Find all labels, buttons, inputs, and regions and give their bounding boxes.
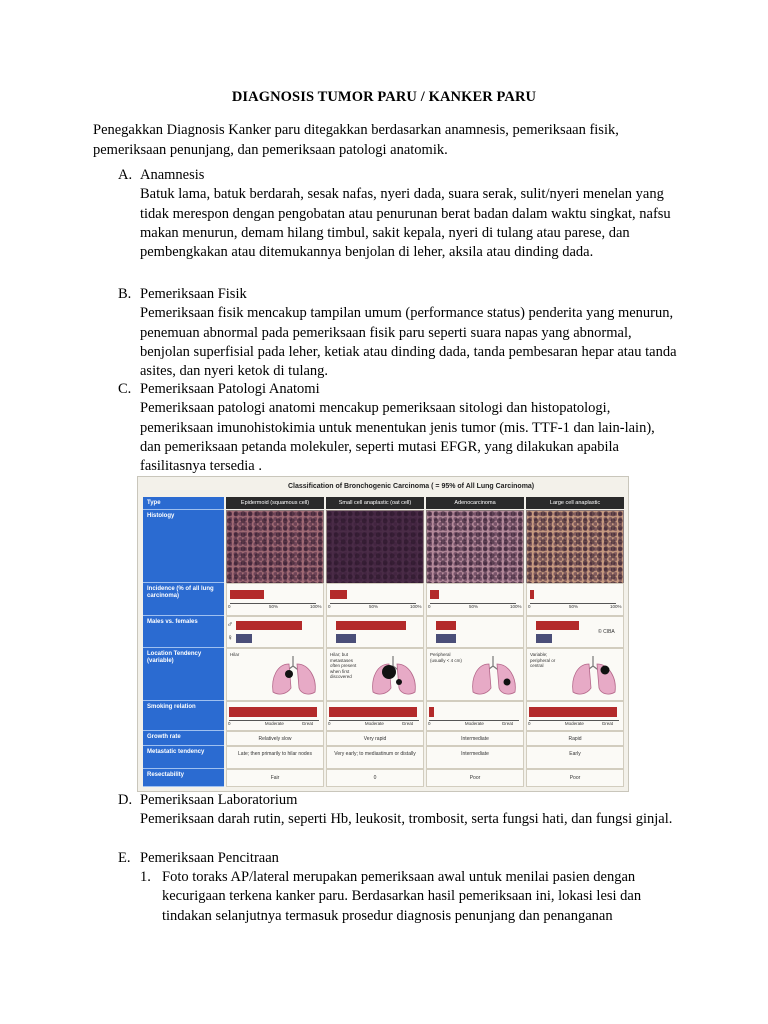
growth-text: Intermediate	[461, 736, 489, 742]
page-title: DIAGNOSIS TUMOR PARU / KANKER PARU	[231, 89, 537, 105]
metastatic-cell	[526, 746, 624, 769]
female-bar	[536, 634, 552, 643]
lung-diagram	[369, 652, 421, 700]
metastatic-cell	[226, 746, 324, 769]
resectability-cell	[426, 769, 524, 787]
female-symbol: ♀	[227, 633, 233, 642]
smoking-bar	[229, 707, 317, 717]
male-bar	[436, 621, 456, 630]
figure-title: Classification of Bronchogenic Carcinoma ( = 95% of All Lung Carcinoma)	[288, 483, 535, 490]
male-symbol: ♂	[227, 620, 233, 629]
incidence-tick: 100%	[510, 604, 522, 609]
incidence-cell	[426, 583, 524, 616]
section-heading: Pemeriksaan Patologi Anatomi	[140, 381, 320, 397]
row-label: Location Tendency (variable)	[143, 648, 224, 701]
smoking-tick: Moderate	[464, 721, 484, 726]
section-label: A.	[118, 167, 133, 183]
section-body: Batuk lama, batuk berdarah, sesak nafas, nyeri dada, suara serak, sulit/nyeri menelan yang tidak merespon dengan pengobatan atau penurunan berat badan dalam waktu singkat, nafsu makan menurun, demam hilang timbul, sakit kepala, nyeri di tulang atau parese, dan pembengkakan atau ditemukannya benjolan di leher, aksila atau dinding dada.	[140, 186, 671, 261]
column-type-header: Small cell anaplastic (oat cell)	[326, 497, 424, 509]
male-bar	[336, 621, 406, 630]
location-text: Hilar; but metastases often present when first discovered	[330, 652, 357, 679]
section-d	[118, 791, 678, 830]
incidence-tick: 100%	[410, 604, 422, 609]
incidence-tick: 50%	[569, 604, 579, 609]
growth-text: Relatively slow	[258, 736, 292, 742]
smoking-cell	[426, 701, 524, 731]
incidence-tick: 50%	[469, 604, 479, 609]
smoking-tick: Moderate	[564, 721, 584, 726]
female-bar	[436, 634, 456, 643]
row-label: Males vs. females	[143, 616, 224, 648]
section-b	[118, 285, 678, 381]
resectability-text: 0	[373, 775, 377, 781]
section-heading: Pemeriksaan Fisik	[140, 286, 247, 302]
male-bar	[236, 621, 302, 630]
incidence-tick: 50%	[269, 604, 279, 609]
row-label: Histology	[143, 510, 224, 583]
resectability-text: Poor	[569, 775, 581, 781]
row-label: Type	[143, 497, 224, 510]
section-label: B.	[118, 286, 132, 302]
metastatic-text: Intermediate	[461, 751, 489, 757]
subitem-label: 1.	[140, 869, 151, 885]
male-bar	[536, 621, 579, 630]
resectability-cell	[526, 769, 624, 787]
column-type-header: Large cell anaplastic	[526, 497, 624, 509]
female-bar	[336, 634, 356, 643]
section-a	[118, 166, 678, 262]
smoking-tick: 0	[428, 721, 431, 726]
section-body: Pemeriksaan fisik mencakup tampilan umum (performance status) penderita yang menurun, penemuan abnormal pada pemeriksaan fisik paru seperti suara napas yang abnormal, benjolan superfisial pada leher, ketiak atau dinding dada, tanda pembesaran hepar atau tanda asites, dan nyeri ketok di tulang.	[140, 305, 677, 380]
section-heading: Pemeriksaan Laboratorium	[140, 792, 298, 808]
growth-cell	[426, 731, 524, 746]
classification-figure	[137, 476, 629, 792]
section-label: C.	[118, 381, 132, 397]
smoking-tick: 0	[328, 721, 331, 726]
resectability-text: Fair	[270, 775, 280, 781]
section-heading: Anamnesis	[140, 167, 205, 183]
location-cell	[426, 648, 524, 701]
section-c	[118, 380, 678, 476]
incidence-tick: 0	[328, 604, 331, 609]
smoking-tick: Moderate	[364, 721, 384, 726]
growth-text: Rapid	[568, 736, 582, 742]
incidence-cell	[326, 583, 424, 616]
section-label: E.	[118, 850, 131, 866]
section-e	[118, 849, 678, 868]
smoking-tick: Moderate	[264, 721, 284, 726]
column-type-header: Adenocarcinoma	[426, 497, 524, 509]
metastatic-cell	[326, 746, 424, 769]
resectability-text: Poor	[469, 775, 481, 781]
growth-cell	[226, 731, 324, 746]
location-cell	[526, 648, 624, 701]
histology-image	[426, 510, 524, 584]
intro-paragraph: Penegakkan Diagnosis Kanker paru ditegakkan berdasarkan anamnesis, pemeriksaan fisik, pemeriksaan penunjang, dan pemeriksaan patologi anatomik.	[93, 122, 619, 158]
incidence-tick: 0	[528, 604, 531, 609]
section-body: Pemeriksaan patologi anatomi mencakup pemeriksaan sitologi dan histopatologi, pemeriksaan imunohistokimia untuk menentukan jenis tumor (mis. TTF-1 dan lain-lain), dan pemeriksaan petanda molekuler, seperti mutasi EFGR, yang dilakukan apabila fasilitasnya tersedia .	[140, 400, 655, 475]
section-body: Pemeriksaan darah rutin, seperti Hb, leukosit, trombosit, serta fungsi hati, dan fungsi ginjal.	[140, 811, 673, 828]
resectability-cell	[226, 769, 324, 787]
incidence-bar	[430, 590, 439, 599]
row-label: Growth rate	[143, 731, 224, 746]
smoking-tick: Great	[601, 721, 614, 726]
smoking-bar	[329, 707, 417, 717]
metastatic-cell	[426, 746, 524, 769]
section-label: D.	[118, 792, 133, 808]
lung-diagram	[469, 652, 521, 700]
location-text: Peripheral (usually < 4 cm)	[430, 652, 462, 663]
smoking-bar	[429, 707, 434, 717]
subitem-1	[140, 868, 685, 926]
location-text: Hilar	[230, 652, 240, 657]
incidence-bar	[230, 590, 264, 599]
growth-cell	[526, 731, 624, 746]
row-label-column	[143, 497, 224, 787]
metastatic-text: Late; then primarily to hilar nodes	[238, 751, 312, 757]
metastatic-text: Early	[569, 751, 581, 757]
smoking-tick: 0	[228, 721, 231, 726]
smoking-tick: 0	[528, 721, 531, 726]
smoking-bar	[529, 707, 617, 717]
histology-image	[226, 510, 324, 584]
section-heading: Pemeriksaan Pencitraan	[140, 850, 279, 866]
smoking-tick: Great	[501, 721, 514, 726]
female-bar	[236, 634, 252, 643]
incidence-cell	[526, 583, 624, 616]
growth-cell	[326, 731, 424, 746]
incidence-tick: 100%	[310, 604, 322, 609]
smoking-tick: Great	[301, 721, 314, 726]
histology-image	[526, 510, 624, 584]
metastatic-text: Very early; to mediastinum or distally	[334, 751, 416, 757]
incidence-tick: 0	[428, 604, 431, 609]
location-cell	[226, 648, 324, 701]
histology-image	[326, 510, 424, 584]
row-label: Incidence (% of all lung carcinoma)	[143, 583, 224, 616]
incidence-cell	[226, 583, 324, 616]
growth-text: Very rapid	[363, 736, 387, 742]
incidence-tick: 0	[228, 604, 231, 609]
incidence-tick: 50%	[369, 604, 379, 609]
column-type-header: Epidermoid (squamous cell)	[226, 497, 324, 509]
location-cell	[326, 648, 424, 701]
smoking-tick: Great	[401, 721, 414, 726]
lung-diagram	[269, 652, 321, 700]
row-label: Resectability	[143, 769, 224, 787]
lung-diagram	[569, 652, 621, 700]
location-text: Variable; peripheral or central	[530, 652, 556, 668]
row-label: Metastatic tendency	[143, 746, 224, 769]
resectability-cell	[326, 769, 424, 787]
row-label: Smoking relation	[143, 701, 224, 731]
incidence-bar	[530, 590, 534, 599]
incidence-tick: 100%	[610, 604, 622, 609]
subitem-body: Foto toraks AP/lateral merupakan pemeriksaan awal untuk menilai pasien dengan kecurigaan terkena kanker paru. Berdasarkan hasil pemeriksaan ini, lokasi lesi dan tindakan selanjutnya termasuk prosedur diagnosis penunjang dan penanganan	[162, 869, 642, 924]
incidence-bar	[330, 590, 347, 599]
copyright-mark: © CIBA	[598, 629, 615, 635]
